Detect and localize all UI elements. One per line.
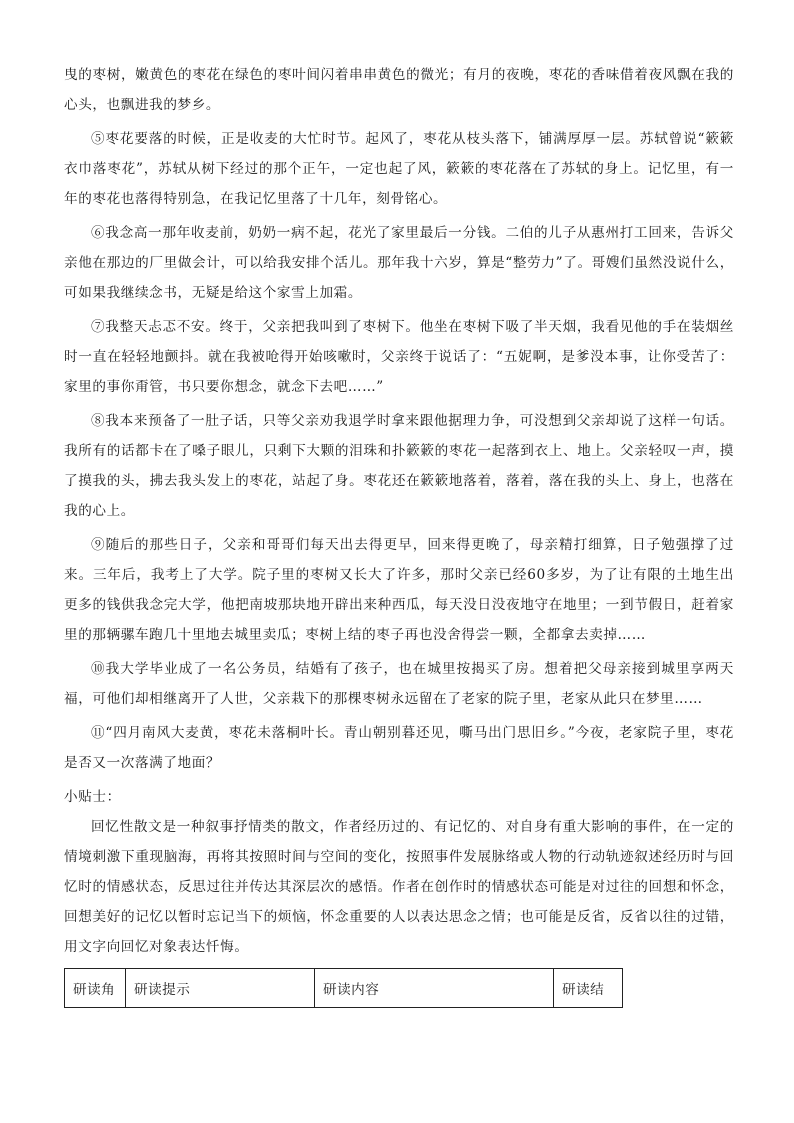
paragraph-11: ⑪“四月南风大麦黄，枣花未落桐叶长。青山朝别暮还见，嘶马出门思旧乡。”今夜，老家院子里，枣花是否又一次落满了地面？	[64, 725, 734, 771]
table-header-cell: 研读结	[554, 969, 623, 1008]
paragraph-8: ⑧我本来预备了一肚子话，只等父亲劝我退学时拿来跟他据理力争，可没想到父亲却说了这样一句话。我所有的话都卡在了嗓子眼儿，只剩下大颗的泪珠和扑簌簌的枣花一起落到衣上、地上。父亲轻叹一声，摸了摸我的头，拂去我头发上的枣花，站起了身。枣花还在簌簌地落着，落着，落在我的头上、身上，也落在我的心上。	[64, 413, 734, 519]
article-body	[64, 60, 734, 966]
paragraph-6: ⑥我念高一那年收麦前，奶奶一病不起，花光了家里最后一分钱。二伯的儿子从惠州打工回来，告诉父亲他在那边的厂里做会计，可以给我安排个活儿。那年我十六岁，算是“整劳力”了。哥嫂们虽然没说什么，可如果我继续念书，无疑是给这个家雪上加霜。	[64, 225, 734, 301]
tips-label: 小贴士：	[64, 789, 121, 805]
study-table	[64, 968, 623, 1008]
table-header-cell: 研读内容	[315, 969, 554, 1008]
tips-body: 回忆性散文是一种叙事抒情类的散文，作者经历过的、有记忆的、对自身有重大影响的事件，在一定的情境刺激下重现脑海，再将其按照时间与空间的变化，按照事件发展脉络或人物的行动轨迹叙述经历时与回忆时的情感状态，反思过往并传达其深层次的感悟。作者在创作时的情感状态可能是对过往的回想和怀念，回想美好的记忆以暂时忘记当下的烦恼，怀念重要的人以表达思念之情；也可能是反省，反省以往的过错，用文字向回忆对象表达忏悔。	[64, 819, 734, 955]
table-header-cell: 研读提示	[126, 969, 315, 1008]
paragraph-continued: 曳的枣树，嫩黄色的枣花在绿色的枣叶间闪着串串黄色的微光；有月的夜晚，枣花的香味借着夜风飘在我的心头，也飘进我的梦乡。	[64, 67, 734, 113]
paragraph-9: ⑨随后的那些日子，父亲和哥哥们每天出去得更早，回来得更晚了，母亲精打细算，日子勉强撑了过来。三年后，我考上了大学。院子里的枣树又长大了许多，那时父亲已经60多岁，为了让有限的土地生出更多的钱供我念完大学，他把南坡那块地开辟出来种西瓜，每天没日没夜地守在地里；一到节假日，赶着家里的那辆骡车跑几十里地去城里卖瓜；枣树上结的枣子再也没舍得尝一颗，全都拿去卖掉……	[64, 537, 734, 643]
paragraph-5: ⑤枣花要落的时候，正是收麦的大忙时节。起风了，枣花从枝头落下，铺满厚厚一层。苏轼曾说“簌簌衣巾落枣花”，苏轼从树下经过的那个正午，一定也起了风，簌簌的枣花落在了苏轼的身上。记忆里，有一年的枣花也落得特别急，在我记忆里落了十几年，刻骨铭心。	[64, 131, 734, 207]
table-header-row	[65, 969, 623, 1008]
table-header-cell: 研读角	[65, 969, 126, 1008]
paragraph-10: ⑩我大学毕业成了一名公务员，结婚有了孩子，也在城里按揭买了房。想着把父母亲接到城里享两天福，可他们却相继离开了人世，父亲栽下的那棵枣树永远留在了老家的院子里，老家从此只在梦里……	[64, 661, 734, 707]
paragraph-7: ⑦我整天忐忑不安。终于，父亲把我叫到了枣树下。他坐在枣树下吸了半天烟，我看见他的手在装烟丝时一直在轻轻地颤抖。就在我被呛得开始咳嗽时，父亲终于说话了：“五妮啊，是爹没本事，让你受苦了：家里的事你甭管，书只要你想念，就念下去吧……”	[64, 319, 734, 395]
